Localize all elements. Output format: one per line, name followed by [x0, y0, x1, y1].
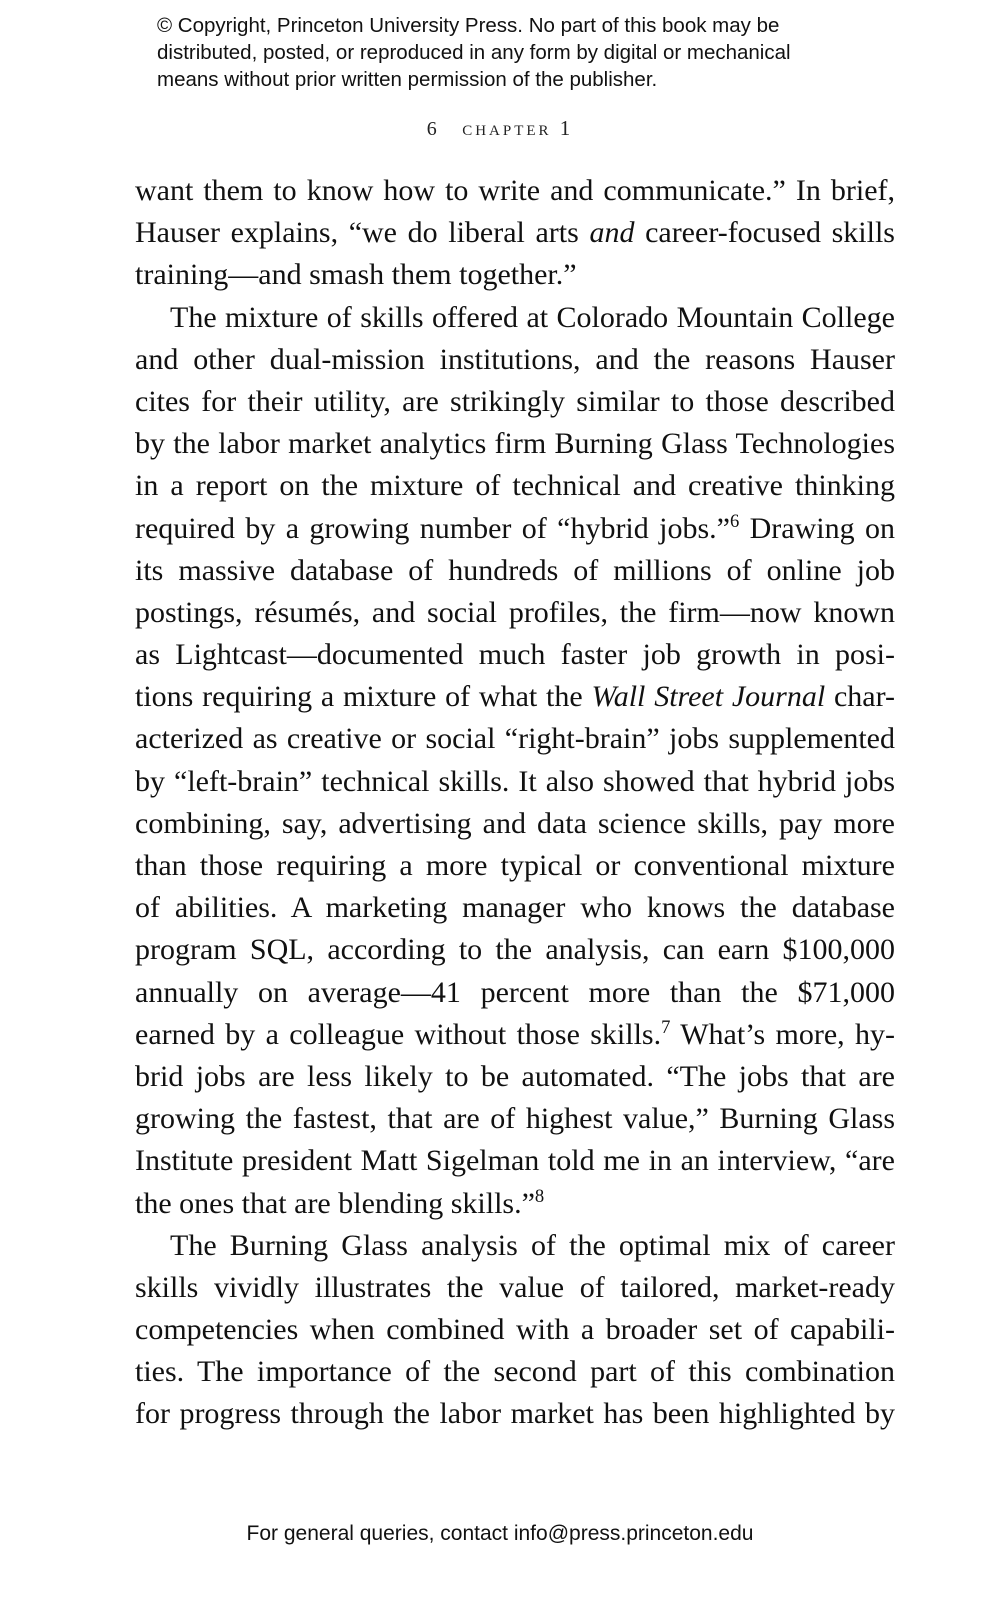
text-line: ties. The importance of the second part of this combination [135, 1355, 895, 1389]
text-line: training—and smash them together.” [135, 258, 577, 292]
text-line: as Lightcast—documented much faster job growth in posi- [135, 638, 895, 672]
text-line: by “left-brain” technical skills. It also showed that hybrid jobs [135, 764, 895, 798]
text-line: competencies when combined with a broader set of capabili- [135, 1313, 895, 1347]
text-line: its massive database of hundreds of millions of online job [135, 553, 895, 587]
text-line: in a report on the mixture of technical and creative thinking [135, 469, 895, 503]
text-line: combining, say, advertising and data science skills, pay more [135, 806, 895, 840]
text-line: for progress through the labor market has been highlighted by [135, 1397, 895, 1431]
text-line: required by a growing number of “hybrid jobs.”$^6$ Drawing on [135, 510, 895, 545]
contact-footer [0, 1522, 1000, 1546]
text-line: annually on average—41 percent more than the $71,000 [135, 975, 895, 1009]
text-line: growing the fastest, that are of highest value,” Burning Glass [135, 1102, 895, 1136]
text-line: skills vividly illustrates the value of tailored, market-ready [135, 1270, 895, 1304]
running-head [0, 116, 1000, 141]
text-line: Institute president Matt Sigelman told me in an interview, “are [135, 1144, 895, 1178]
italic-emphasis: and [589, 216, 635, 250]
text-line: Hauser explains, “we do liberal arts and career-focused skills [135, 216, 895, 250]
text-line: the ones that are blending skills.”$^8$ [135, 1185, 545, 1220]
text-line: The mixture of skills offered at Colorado Mountain College [170, 300, 895, 334]
footnote-ref[interactable]: 6 [729, 510, 740, 532]
chapter-label: chapter 1 [462, 116, 574, 140]
copyright-line: means without prior written permission of the publisher. [157, 68, 658, 91]
copyright-line: distributed, posted, or reproduced in any form by digital or mechanical [157, 41, 791, 64]
text-line: and other dual-mission institutions, and the reasons Hauser [135, 342, 895, 376]
text-line: cites for their utility, are strikingly similar to those described [135, 384, 895, 418]
text-line: brid jobs are less likely to be automated. “The jobs that are [135, 1059, 895, 1093]
body-text [135, 170, 895, 1436]
text-line: tions requiring a mixture of what the Wall Street Journal char- [135, 680, 895, 714]
italic-title: Wall Street Journal [591, 680, 826, 714]
text-line: postings, résumés, and social profiles, the firm—now known [135, 595, 895, 629]
footnote-ref[interactable]: 8 [534, 1185, 545, 1207]
text-line: of abilities. A marketing manager who knows the database [135, 891, 895, 925]
copyright-notice [157, 12, 917, 93]
text-line: The Burning Glass analysis of the optimal mix of career [170, 1228, 895, 1262]
text-line: than those requiring a more typical or conventional mixture [135, 849, 895, 882]
page-number: 6 [426, 118, 437, 140]
text-line: acterized as creative or social “right-brain” jobs supplemented [135, 722, 895, 756]
text-line: program SQL, according to the analysis, can earn $100,000 [135, 933, 895, 967]
contact-text: For general queries, contact info@press.princeton.edu [246, 1522, 754, 1545]
copyright-line: © Copyright, Princeton University Press. No part of this book may be [157, 14, 780, 37]
footnote-ref[interactable]: 7 [661, 1016, 671, 1038]
text-line: by the labor market analytics firm Burning Glass Technologies [135, 427, 895, 461]
text-line: earned by a colleague without those skills.$^7$ What’s more, hy- [135, 1016, 895, 1051]
text-line: want them to know how to write and communicate.” In brief, [135, 174, 895, 207]
